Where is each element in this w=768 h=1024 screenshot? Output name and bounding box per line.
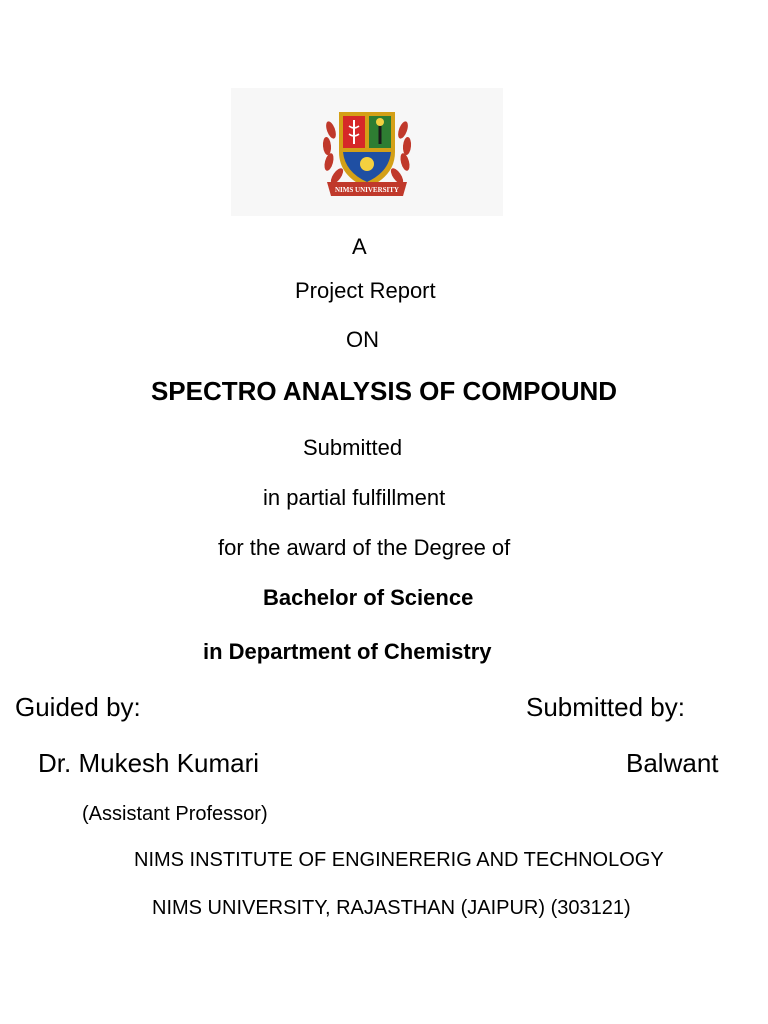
submitted-line: Submitted (303, 435, 403, 460)
department-name: in Department of Chemistry (203, 639, 492, 664)
guided-by-label: Guided by: (15, 692, 141, 722)
guide-title: (Assistant Professor) (82, 803, 268, 825)
university-crest-icon (317, 100, 417, 204)
title-line-a: A (352, 234, 367, 259)
university-address: NIMS UNIVERSITY, RAJASTHAN (JAIPUR) (303121) (152, 897, 631, 919)
submitted-by-label: Submitted by: (526, 692, 685, 722)
student-name: Balwant (626, 748, 719, 778)
report-title: SPECTRO ANALYSIS OF COMPOUND (150, 376, 618, 406)
crest-ribbon-text: NIMS UNIVERSITY (335, 186, 399, 194)
guide-name: Dr. Mukesh Kumari (38, 748, 260, 778)
degree-name: Bachelor of Science (263, 585, 474, 610)
title-line-on: ON (346, 327, 379, 352)
logo-container (231, 88, 503, 216)
award-line: for the award of the Degree of (218, 535, 511, 560)
title-line-project-report: Project Report (295, 278, 436, 303)
institute-name: NIMS INSTITUTE OF ENGINERERIG AND TECHNOLOGY (134, 849, 664, 871)
partial-fulfillment-line: in partial fulfillment (263, 485, 446, 510)
